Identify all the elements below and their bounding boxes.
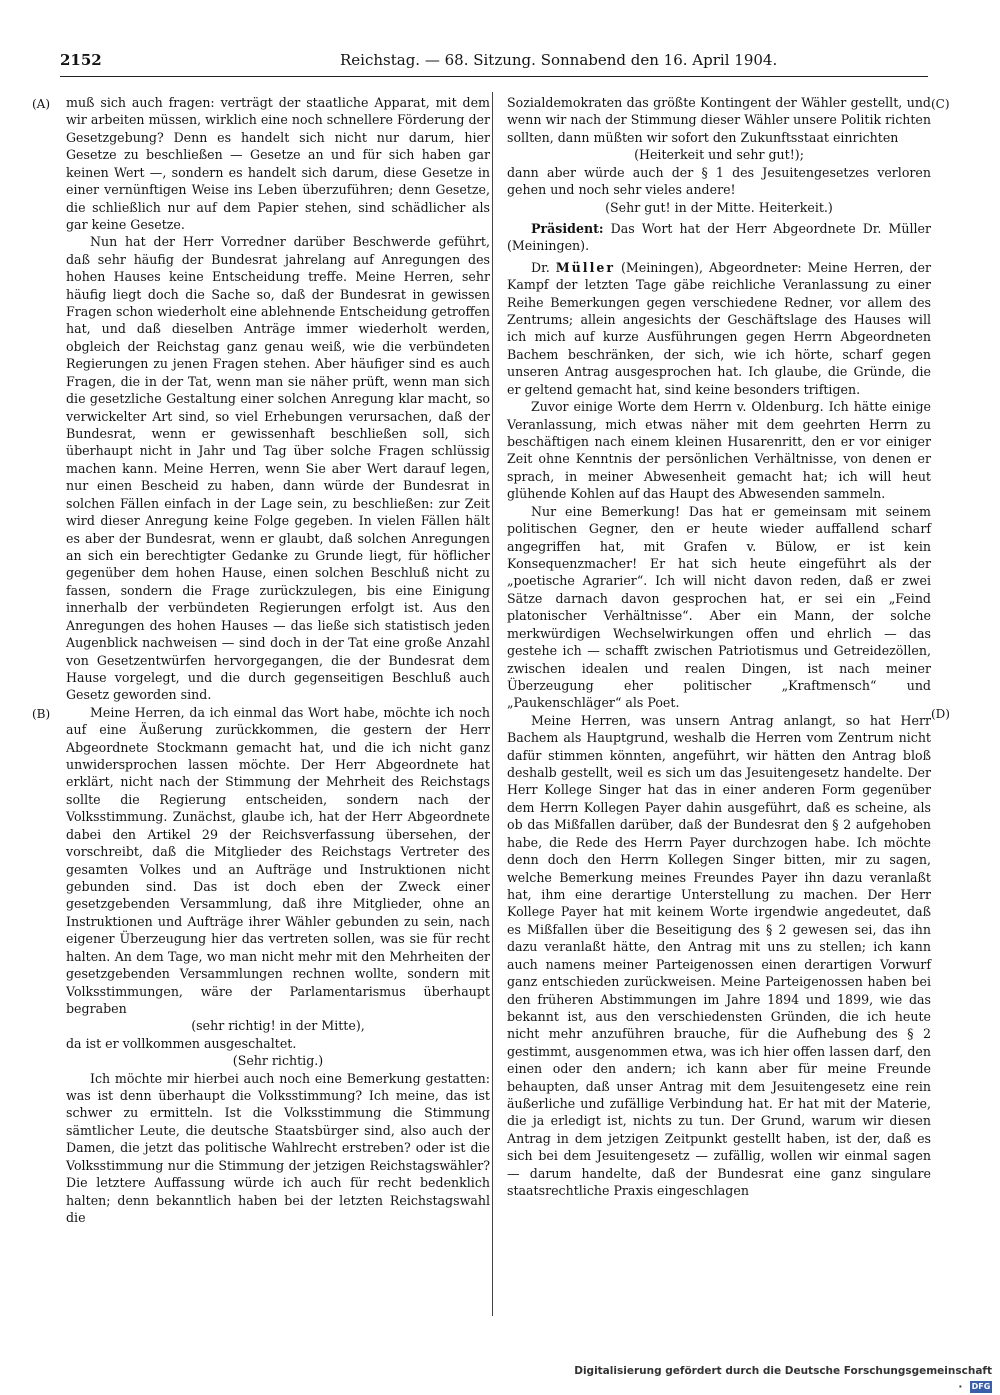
paragraph: Ich möchte mir hierbei auch noch eine Bemerkung gestatten: was ist denn überhaupt die Volksstimmung? Ich meine, das ist schwer zu ermitteln. Ist die Volksstimmung die Stimmung sämtlicher Leute, die deutsche Staatsbürger sind, also auch der Damen, die jetzt das politische Wahlrecht erstreben? oder ist die Volksstimmung nur die Stimmung der jetzigen Reichstagswähler? Die letztere Auffassung würde ich auch für recht bedenklich halten; denn bekanntlich haben bei der letzten Reichstagswahl die <box>66 1070 490 1225</box>
paragraph: dann aber würde auch der § 1 des Jesuitengesetzes verloren gehen und noch sehr vieles andere! <box>507 164 931 198</box>
interjection: (Sehr richtig.) <box>232 1053 324 1069</box>
right-column <box>507 94 931 1200</box>
margin-marker-b: (B) <box>32 707 51 721</box>
interjection: (sehr richtig! in der Mitte), <box>191 1018 365 1034</box>
column-divider <box>492 92 493 1316</box>
paragraph: Nur eine Bemerkung! Das hat er gemeinsam mit seinem politischen Gegner, den er heute wieder auffallend scharf angegriffen hat, mit Grafen v. Bülow, er ist kein Konsequenzmacher! Er hat sich heute eingeführt als der „poetische Agrarier“. Ich will nicht davon reden, daß er zwei Sätze darnach davon gesprochen hat, er sei ein „Feind platonischer Verhältnisse“. Aber ein Mann, der solche merkwürdigen Wechselwirkungen offen und ehrlich — das gestehe ich — schafft zwischen Patriotismus und Getreidezöllen, zwischen idealen und realen Dingen, ist nach meiner Überzeugung eher politischer „Kraftmensch“ und „Paukenschläger“ als Poet. <box>507 503 931 711</box>
paragraph: Zuvor einige Worte dem Herrn v. Oldenburg. Ich hätte einige Veranlassung, mich etwas näher mit dem geehrten Herrn zu beschäftigen nach einem kleinen Husarenritt, den er vor einiger Zeit ohne Kenntnis der persönlichen Verhältnisse, von denen er sprach, in meiner Abwesenheit gemacht hat; ich will heut glühende Kohlen auf das Haupt des Abwesenden sammeln. <box>507 399 931 502</box>
left-column <box>66 94 490 1226</box>
speaker-statement <box>507 259 931 398</box>
margin-marker-c: (C) <box>931 97 950 111</box>
president-label: Präsident: <box>531 220 604 236</box>
speaker-text: (Meiningen), Abgeordneter: Meine Herren, der Kampf der letzten Tage gäbe reichliche Veranlassung zu einer Reihe Bemerkungen gegen verschiedene Redner, vor allem des Zentrums; allein angesichts der Geschäftslage des Hauses will ich mich auf kurze Ausführungen gegen Herrn Abgeordneten Bachem beschränken, der sich, wie ich hörte, scharf gegen unseren Antrag ausgesprochen hat. Ich glaube, die Gründe, die er geltend gemacht hat, sind keine besonders triftigen. <box>507 259 931 397</box>
margin-marker-a: (A) <box>32 97 51 111</box>
speaker-prefix: Dr. <box>531 259 550 275</box>
paragraph: da ist er vollkommen ausgeschaltet. <box>66 1035 297 1051</box>
paragraph: Meine Herren, was unsern Antrag anlangt, so hat Herr Bachem als Hauptgrund, weshalb die Herren vom Zentrum nicht dafür stimmen könnten, angeführt, wir hätten den Antrag bloß deshalb gestellt, weil es sich um das Jesuitengesetz handelte. Der Herr Kollege Singer hat das in einer anderen Form gegenüber dem Herrn Kollegen Payer dahin ausgeführt, daß es scheine, als ob das Mißfallen darüber, daß der Bundesrat den § 2 aufgehoben habe, die Rede des Herrn Payer durchzogen habe. Ich möchte denn doch den Herrn Kollegen Singer bitten, mir zu sagen, welche Bemerkung meines Freundes Payer ihn dazu veranlaßt hat, ihm eine derartige Unterstellung zu machen. Der Herr Kollege Payer hat mit keinem Worte irgendwie angedeutet, daß es Mißfallen über die Beseitigung des § 2 gewesen sei, das ihn dazu veranlaßt hätte, den Antrag mit uns zu stellen; ich kann auch namens meiner Parteigenossen einen derartigen Vorwurf ganz entschieden zurückweisen. Meine Parteigenossen haben bei den früheren Abstimmungen im Jahre 1894 und 1899, wie das bekannt ist, aus den verschiedensten Gründen, die ich heute nicht mehr anzuführen brauche, für die Aufhebung des § 2 gestimmt, ausgenommen etwa, was ich hier offen lassen darf, den einen oder den andern; ich kann aber für meine Freunde behaupten, daß unser Antrag mit dem Jesuitengesetz eine rein äußerliche und zufällige Verbindung hat. Er hat mit der Materie, die ja erledigt ist, nichts zu tun. Der Grund, warum wir diesen Antrag in dem jetzigen Zeitpunkt gestellt haben, ist der, daß es sich bei dem Jesuitengesetz — zufällig, wollen wir einmal sagen — darum handelte, daß der Bundesrat eine ganz singulare staatsrechtliche Praxis eingeschlagen <box>507 712 931 1199</box>
president-text: Das Wort hat der Herr Abgeordnete Dr. Müller (Meiningen). <box>507 220 931 254</box>
page-header <box>60 48 924 72</box>
speaker-name: Müller <box>555 259 616 275</box>
paragraph: muß sich auch fragen: verträgt der staatliche Apparat, mit dem wir arbeiten müssen, wirklich eine noch schnellere Förderung der Gesetzgebung? Denn es handelt sich nicht nur darum, hier Gesetze zu beschließen — Gesetze an und für sich haben gar keinen Wert —, sondern es handelt sich darum, diese Gesetze in einer vernünftigen Weise ins Leben überzuführen; denn Gesetze, die schließlich nur auf dem Papier stehen, sind schädlicher als gar keine Gesetze. <box>66 95 490 232</box>
interjection: (Sehr gut! in der Mitte. Heiterkeit.) <box>605 199 833 215</box>
paragraph: Meine Herren, da ich einmal das Wort habe, möchte ich noch auf eine Äußerung zurückkommen, die gestern der Herr Abgeordnete Stockmann gemacht hat, und die ich nicht ganz unwidersprochen lassen möchte. Der Herr Abgeordnete hat erklärt, nicht nach der Stimmung der Mehrheit des Reichstags sollte die Regierung entscheiden, sondern nach der Volksstimmung. Zunächst, glaube ich, hat der Herr Abgeordnete dabei den Artikel 29 der Reichsverfassung übersehen, der vorschreibt, daß die Mitglieder des Reichstags Vertreter des gesamten Volkes und an Aufträge und Instruktionen nicht gebunden sind. Das ist doch eben der Zweck einer gesetzgebenden Versammlung, daß ihre Mitglieder, ohne an Instruktionen und Aufträge ihrer Wähler gebunden zu sein, nach eigener Überzeugung hier das vertreten sollen, was sie für recht halten. An dem Tage, wo man nicht mehr mit den Mehrheiten der gesetzgebenden Versammlungen rechnen wollte, sondern mit Volksstimmungen, wäre der Parlamentarismus überhaupt begraben <box>66 704 490 1016</box>
header-rule <box>60 76 928 77</box>
footer-credit: Digitalisierung gefördert durch die Deutsche Forschungsgemeinschaft · <box>574 1365 992 1393</box>
president-statement <box>507 220 931 255</box>
paragraph: Sozialdemokraten das größte Kontingent der Wähler gestellt, und wenn wir nach der Stimmung dieser Wähler unsere Politik richten sollten, dann müßten wir sofort den Zukunftsstaat einrichten <box>507 95 931 145</box>
running-head: Reichstag. — 68. Sitzung. Sonnabend den 16. April 1904. <box>340 51 778 69</box>
page-footer <box>572 1363 992 1393</box>
interjection: (Heiterkeit und sehr gut!); <box>634 147 804 163</box>
page-number: 2152 <box>60 51 102 69</box>
paragraph: Nun hat der Herr Vorredner darüber Beschwerde geführt, daß sehr häufig der Bundesrat jahrelang auf Anregungen des hohen Hauses keine Entscheidung treffe. Meine Herren, sehr häufig liegt doch die Sache so, daß der Bundesrat in gewissen Fragen schon wiederholt eine ablehnende Entscheidung getroffen hat, und daß dieselben Anträge immer wiederholt werden, obgleich der Reichstag ganz genau weiß, wie die verbündeten Regierungen zu jenen Fragen stehen. Aber häufiger sind es auch Fragen, die in der Tat, wenn man sie näher prüft, wenn man sich die gesetzliche Gestaltung einer solchen Anregung klar macht, so verwickelter Art sind, so viel Erhebungen verursachen, daß der Bundesrat, wenn er gewissenhaft beschließen soll, sich überhaupt nicht in Jahr und Tag über solche Fragen schlüssig machen kann. Meine Herren, wenn Sie aber Wert darauf legen, nur einen Bescheid zu haben, dann würde der Bundesrat in solchen Fällen einfach in der Lage sein, zu beschließen: zur Zeit wird dieser Anregung keine Folge gegeben. In vielen Fällen hält es aber der Bundesrat, wenn er glaubt, daß solchen Anregungen an sich ein berechtigter Gedanke zu Grunde liegt, für höflicher gegenüber dem hohen Hause, einen solchen Beschluß nicht zu fassen, sondern die Frage zurückzulegen, bis eine Einigung innerhalb der verbündeten Regierungen erfolgt ist. Aus den Anregungen des hohen Hauses — das ließe sich statistisch jeden Augenblick nachweisen — sind doch in der Tat eine große Anzahl von Gesetzentwürfen hervorgegangen, die der Bundesrat dem Hause vorgelegt, und die durch gegenseitigen Beschluß auch Gesetz geworden sind. <box>66 234 490 703</box>
dfg-logo-icon: DFG <box>971 1382 991 1391</box>
margin-marker-d: (D) <box>931 707 950 721</box>
